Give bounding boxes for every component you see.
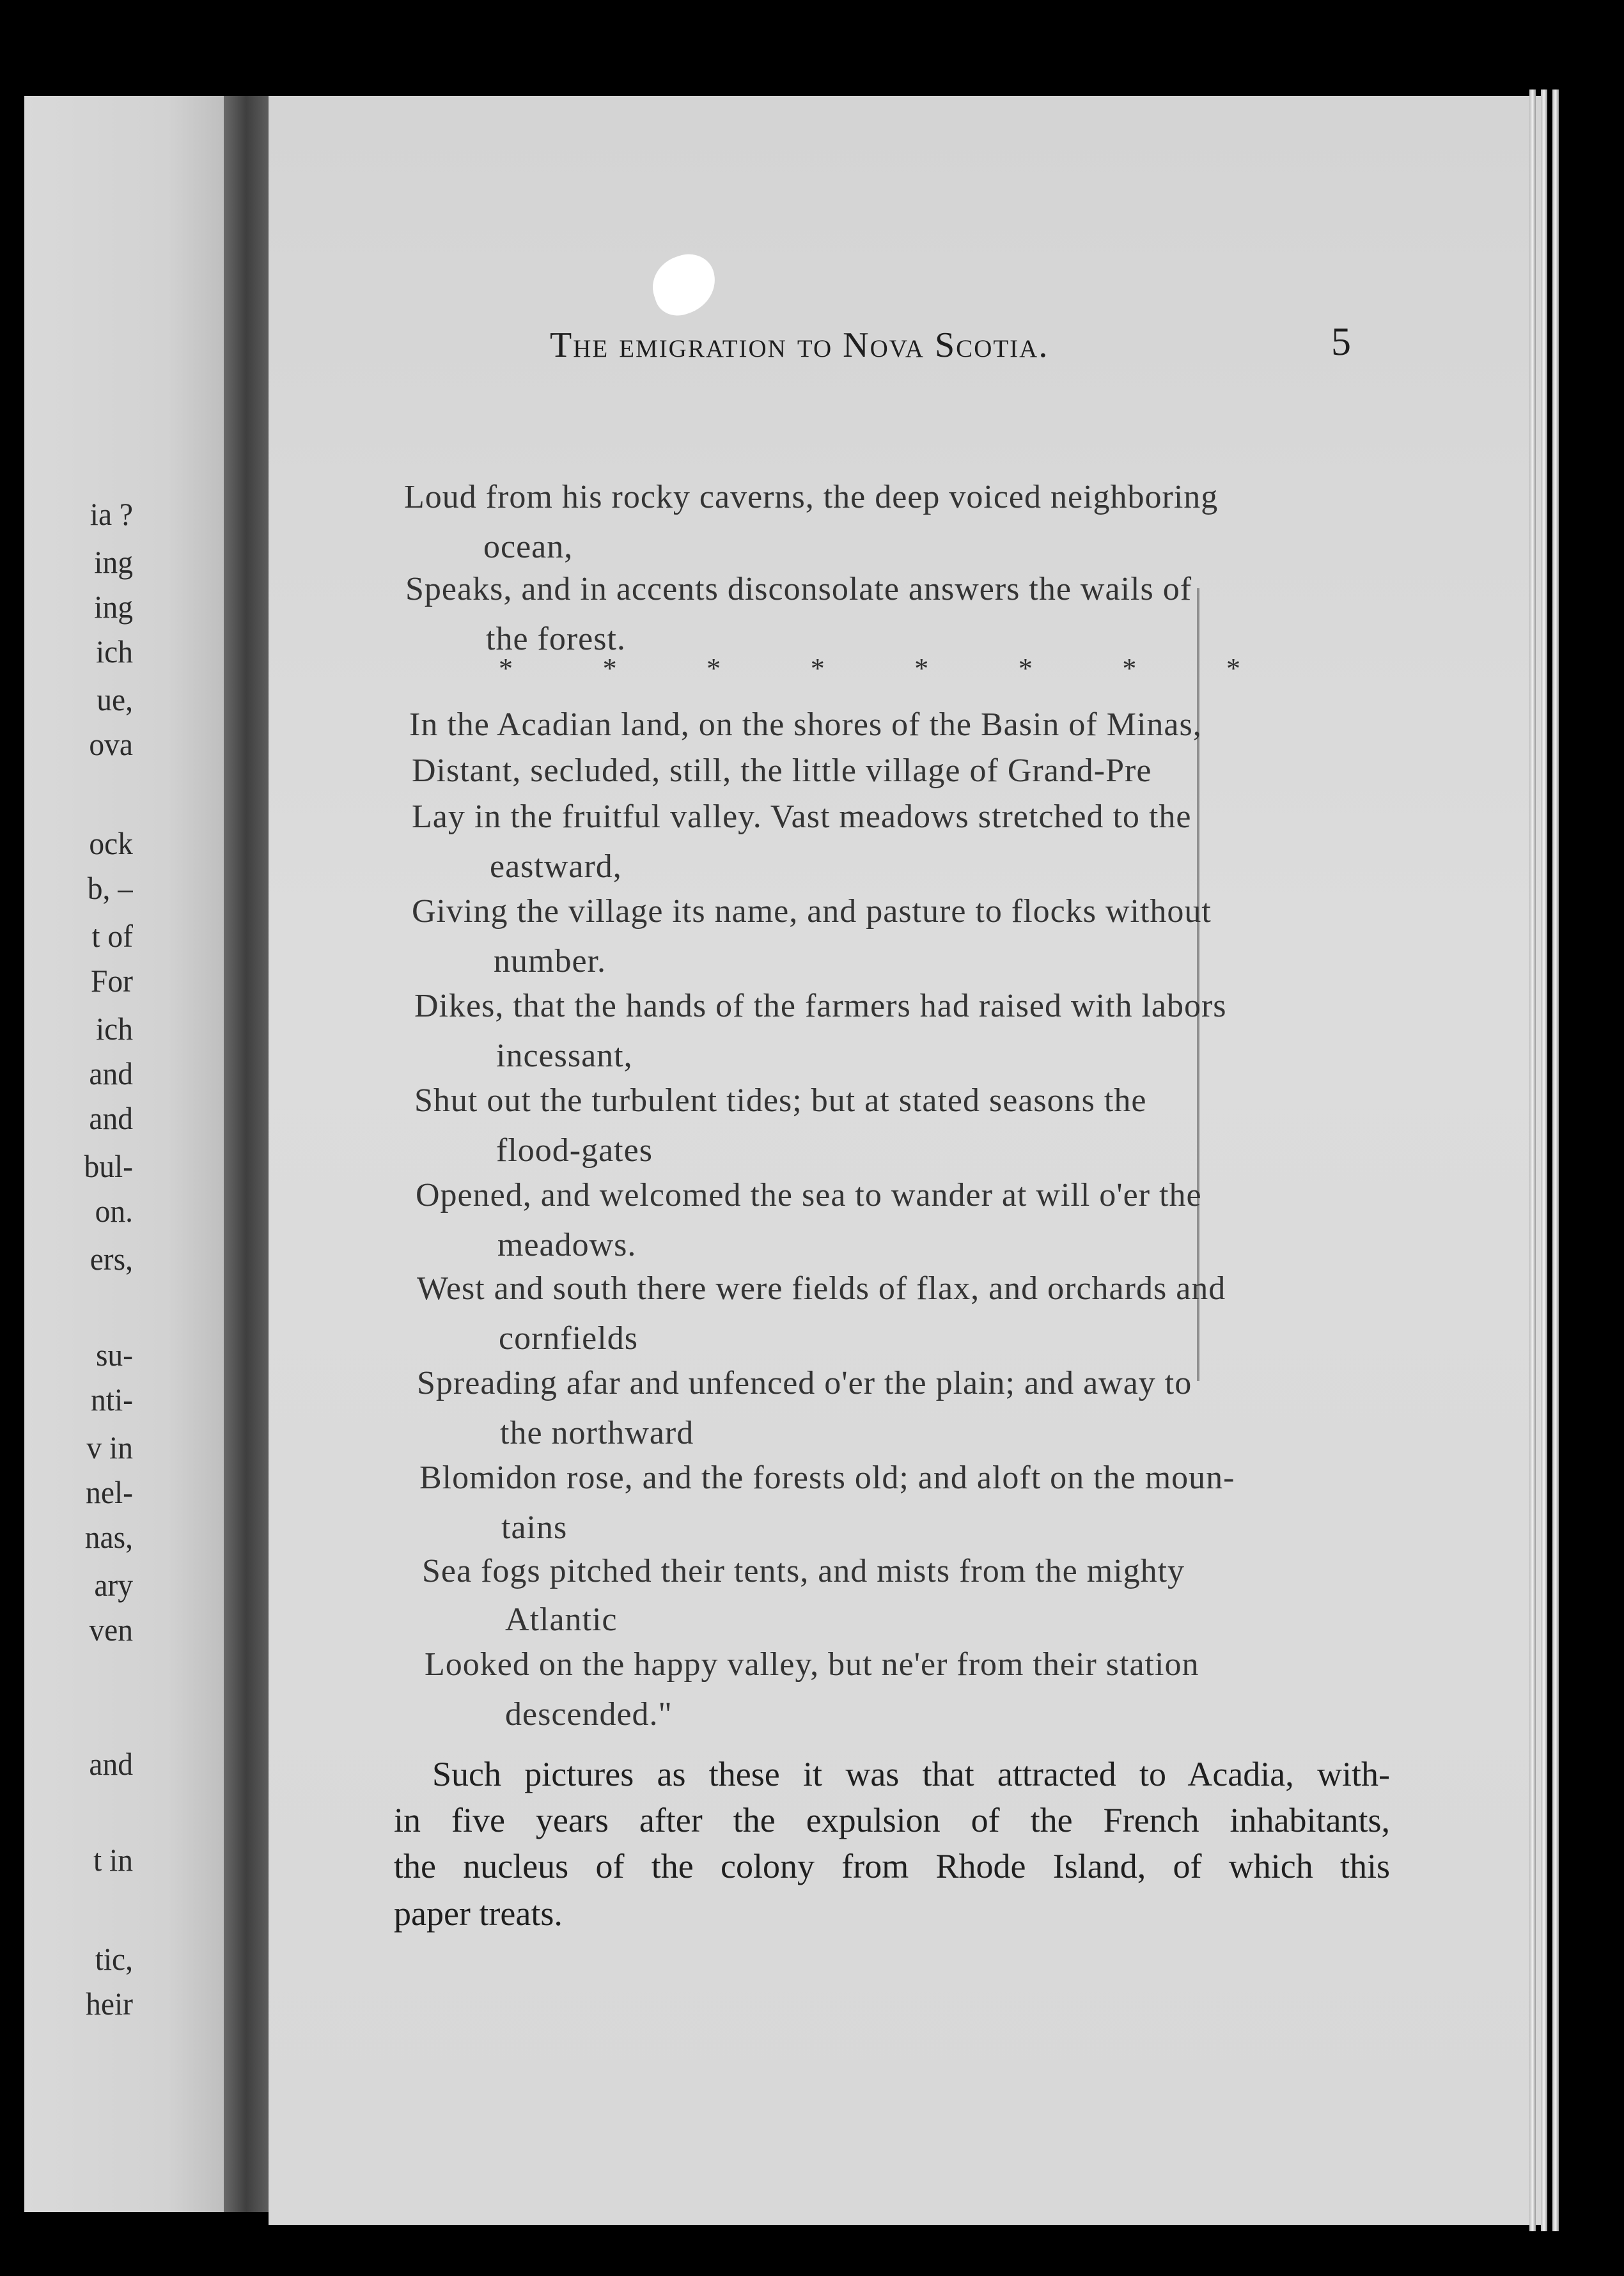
- left-page-fragment: ia ?: [90, 496, 133, 532]
- star-separator: *: [707, 653, 721, 684]
- verse-line: Speaks, and in accents disconsolate answers the wails of: [405, 571, 1192, 607]
- verse-line: Giving the village its name, and pasture to flocks without: [412, 893, 1212, 930]
- star-separator: *: [1018, 653, 1033, 684]
- page-edge: [1529, 90, 1536, 2231]
- verse-line: Shut out the turbulent tides; but at stated seasons the: [414, 1082, 1147, 1119]
- left-page-fragment: nas,: [84, 1519, 133, 1555]
- prose-line: paper treats.: [394, 1894, 563, 1933]
- left-page-fragment: ary: [94, 1567, 133, 1603]
- left-page-fragment: ers,: [90, 1241, 133, 1277]
- verse-line: In the Acadian land, on the shores of the Basin of Minas,: [409, 706, 1202, 743]
- left-page-fragment: tic,: [95, 1941, 133, 1977]
- verse-line: ocean,: [483, 529, 574, 565]
- left-page-fragment: b, –: [87, 870, 133, 906]
- verse-line: tains: [501, 1509, 568, 1546]
- left-page-fragment: t of: [91, 918, 133, 954]
- left-page: [24, 96, 229, 2212]
- verse-line: Atlantic: [505, 1602, 618, 1638]
- verse-line: meadows.: [497, 1227, 637, 1263]
- verse-line: Lay in the fruitful valley. Vast meadows stretched to the: [412, 799, 1192, 835]
- left-page-fragment: bul-: [84, 1148, 133, 1184]
- left-page-fragment: ock: [89, 825, 133, 861]
- prose-line: Such pictures as these it was that attracted to Acadia, with-: [432, 1755, 1390, 1793]
- verse-line: incessant,: [496, 1038, 633, 1074]
- page-edge: [1552, 90, 1559, 2231]
- verse-line: Loud from his rocky caverns, the deep voiced neighboring: [404, 479, 1219, 515]
- section-break-stars: [499, 652, 1240, 685]
- verse-line: West and south there were fields of flax, and orchards and: [417, 1270, 1226, 1307]
- star-separator: *: [1226, 653, 1240, 684]
- left-page-fragment: and: [89, 1056, 133, 1091]
- verse-line: Dikes, that the hands of the farmers had raised with labors: [414, 988, 1227, 1024]
- page-number: 5: [1331, 320, 1351, 364]
- verse-line: eastward,: [490, 848, 622, 885]
- left-page-fragment: nel-: [86, 1474, 133, 1510]
- left-page-fragment: su-: [95, 1337, 133, 1373]
- left-page-fragment: heir: [86, 1986, 133, 2022]
- left-page-fragment: ova: [89, 726, 133, 762]
- page-edge: [1541, 90, 1547, 2231]
- verse-line: Looked on the happy valley, but ne'er from their station: [425, 1646, 1199, 1683]
- verse-line: flood-gates: [496, 1132, 653, 1169]
- star-separator: *: [499, 653, 513, 684]
- left-page-fragment: t in: [93, 1842, 133, 1878]
- running-header: The emigration to Nova Scotia.: [550, 325, 1049, 365]
- left-page-fragment: ich: [95, 1011, 133, 1047]
- left-page-fragment: ven: [89, 1612, 133, 1648]
- star-separator: *: [1122, 653, 1137, 684]
- star-separator: *: [810, 653, 825, 684]
- star-separator: *: [602, 653, 617, 684]
- left-page-fragment: ue,: [97, 682, 133, 717]
- verse-line: descended.": [505, 1696, 673, 1733]
- star-separator: *: [914, 653, 929, 684]
- left-page-fragment: ing: [94, 589, 133, 625]
- left-page-fragment: ich: [95, 634, 133, 669]
- verse-line: Blomidon rose, and the forests old; and aloft on the moun-: [419, 1460, 1235, 1496]
- verse-line: Opened, and welcomed the sea to wander at will o'er the: [416, 1177, 1202, 1213]
- verse-line: Spreading afar and unfenced o'er the plain; and away to: [417, 1365, 1192, 1401]
- left-page-fragment: For: [91, 963, 133, 999]
- verse-line: Distant, secluded, still, the little village of Grand-Pre: [412, 752, 1152, 789]
- verse-line: cornfields: [499, 1320, 638, 1357]
- left-page-fragment: and: [89, 1100, 133, 1136]
- left-page-fragment: and: [89, 1746, 133, 1782]
- prose-line: in five years after the expulsion of the French inhabitants,: [394, 1801, 1390, 1839]
- prose-line: the nucleus of the colony from Rhode Island, of which this: [394, 1847, 1390, 1885]
- left-page-fragment: v in: [86, 1430, 133, 1465]
- left-page-fragment: on.: [95, 1193, 133, 1229]
- verse-line: Sea fogs pitched their tents, and mists from the mighty: [422, 1553, 1185, 1589]
- verse-line: the northward: [500, 1415, 694, 1451]
- left-page-fragment: ing: [94, 544, 133, 580]
- left-page-fragment: nti-: [91, 1382, 133, 1417]
- verse-line: number.: [494, 943, 606, 979]
- verse-line: the forest.: [486, 621, 626, 657]
